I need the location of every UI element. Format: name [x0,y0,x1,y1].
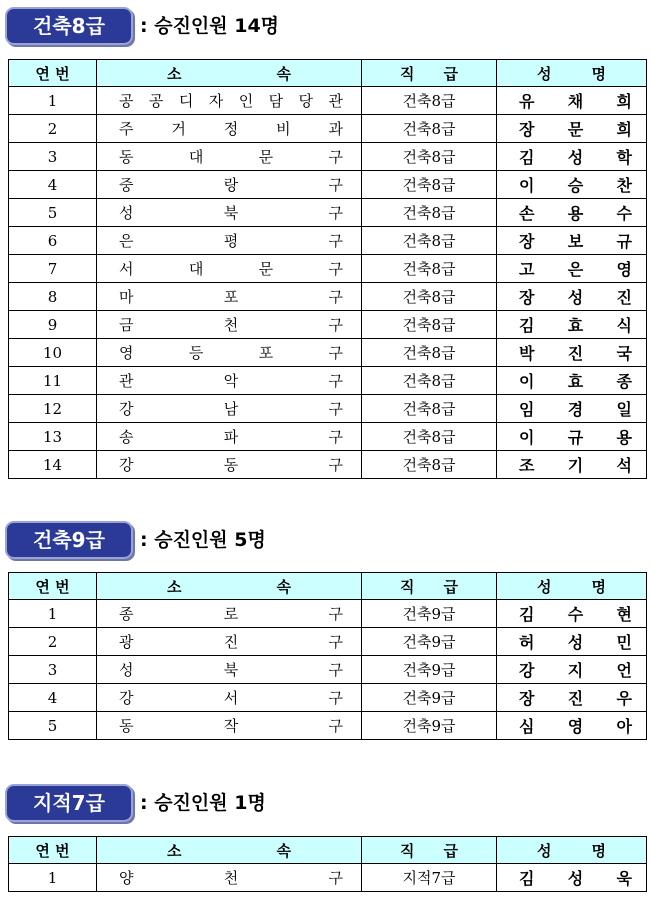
name-char: 효 [567,372,584,391]
table-row [9,712,647,740]
name-char: 일 [616,400,632,419]
rank-cell: 건축8급 [362,199,497,227]
name-char: 김 [519,869,535,888]
header-rank-char: 직 [400,64,415,83]
name-cell [497,115,647,143]
department-char: 구 [328,717,343,735]
row-number: 10 [9,339,97,367]
header-no: 연 번 [9,60,97,87]
name-char: 장 [519,288,535,307]
department-char: 구 [328,148,343,166]
name-cell [497,367,647,395]
department-char: 천 [223,869,239,887]
department-char: 문 [258,148,274,166]
table-row [9,684,647,712]
name-char: 석 [616,456,632,475]
table-row [9,227,647,255]
header-name-char: 명 [591,64,606,83]
name-cell [497,143,647,171]
header-rank-char: 직 [400,577,415,596]
department-char: 공 [119,92,134,110]
header-dept [97,60,362,87]
department-char: 구 [328,176,343,194]
promotion-count-heading: : 승진인원 14명 [140,15,280,37]
row-number: 7 [9,255,97,283]
name-char: 김 [519,148,535,167]
name-cell [497,656,647,684]
name-char: 이 [519,372,535,391]
grade-badge: 지적7급 [5,784,133,822]
department-char: 구 [328,428,343,446]
department-cell [97,115,362,143]
header-rank-char: 급 [443,64,458,83]
table-row [9,600,647,628]
department-char: 구 [328,204,343,222]
department-char: 당 [298,92,314,110]
department-char: 영 [119,344,134,362]
name-char: 임 [519,400,535,419]
row-number: 1 [9,864,97,892]
name-char: 조 [519,456,535,475]
department-char: 포 [258,344,274,362]
table-row [9,423,647,451]
department-cell [97,171,362,199]
name-char: 이 [519,428,535,447]
name-char: 진 [616,288,632,307]
rank-cell: 건축8급 [362,367,497,395]
header-name [497,60,647,87]
header-rank-char: 급 [443,841,458,860]
table-row [9,171,647,199]
name-char: 장 [519,232,535,251]
row-number: 8 [9,283,97,311]
department-char: 로 [223,605,239,623]
name-char: 채 [567,92,584,111]
promotion-table [8,572,647,740]
name-char: 학 [616,148,632,167]
rank-cell: 건축9급 [362,684,497,712]
name-cell [497,227,647,255]
name-cell [497,684,647,712]
header-rank-char: 직 [400,841,415,860]
department-cell [97,227,362,255]
department-char: 거 [171,120,186,138]
department-char: 구 [328,288,343,306]
rank-cell: 건축8급 [362,339,497,367]
department-char: 북 [223,661,239,679]
department-char: 구 [328,400,343,418]
rank-cell: 건축8급 [362,423,497,451]
table-row [9,367,647,395]
department-char: 구 [328,869,343,887]
department-char: 천 [223,316,239,334]
department-char: 대 [188,260,204,278]
table-row [9,87,647,115]
department-char: 악 [223,372,239,390]
rank-cell: 건축8급 [362,87,497,115]
table-header-row [9,573,647,600]
rank-cell: 건축8급 [362,227,497,255]
name-char: 용 [567,204,584,223]
name-char: 희 [616,120,632,139]
name-cell [497,283,647,311]
table-row [9,628,647,656]
department-cell [97,656,362,684]
header-rank [362,60,497,87]
department-cell [97,283,362,311]
table-row [9,395,647,423]
department-char: 강 [119,689,134,707]
department-cell [97,199,362,227]
name-char: 지 [567,661,584,680]
department-char: 구 [328,456,343,474]
department-char: 북 [223,204,239,222]
department-cell [97,712,362,740]
name-char: 현 [616,605,632,624]
name-char: 성 [567,869,584,888]
row-number: 4 [9,684,97,712]
department-char: 서 [119,260,134,278]
department-cell [97,628,362,656]
name-char: 은 [567,260,584,279]
rank-cell: 건축8급 [362,115,497,143]
header-dept [97,837,362,864]
department-char: 과 [328,120,343,138]
name-char: 성 [567,633,584,652]
header-rank [362,573,497,600]
department-char: 성 [119,661,134,679]
header-dept-char: 소 [167,841,182,860]
name-char: 우 [616,689,632,708]
department-char: 구 [328,689,343,707]
department-char: 관 [328,92,343,110]
department-char: 디 [178,92,194,110]
department-char: 구 [328,344,343,362]
name-char: 국 [616,344,632,363]
name-char: 수 [616,204,632,223]
name-char: 허 [519,633,535,652]
rank-cell: 지적7급 [362,864,497,892]
name-char: 김 [519,605,535,624]
department-char: 담 [268,92,284,110]
department-char: 양 [119,869,134,887]
name-char: 손 [519,204,535,223]
row-number: 1 [9,87,97,115]
department-char: 남 [223,400,239,418]
department-char: 종 [119,605,134,623]
department-cell [97,311,362,339]
department-cell [97,395,362,423]
table-row [9,451,647,479]
rank-cell: 건축8급 [362,143,497,171]
department-char: 구 [328,605,343,623]
name-char: 희 [616,92,632,111]
rank-cell: 건축9급 [362,628,497,656]
name-char: 성 [567,288,584,307]
name-char: 규 [616,232,632,251]
rank-cell: 건축9급 [362,656,497,684]
rank-cell: 건축9급 [362,600,497,628]
row-number: 9 [9,311,97,339]
name-cell [497,311,647,339]
promotion-table [8,836,647,892]
row-number: 3 [9,656,97,684]
name-char: 종 [616,372,632,391]
department-char: 강 [119,456,134,474]
table-row [9,656,647,684]
department-char: 마 [119,288,134,306]
department-char: 평 [223,232,239,250]
name-cell [497,339,647,367]
department-char: 송 [119,428,134,446]
name-char: 장 [519,120,535,139]
department-char: 파 [223,428,239,446]
name-char: 영 [616,260,632,279]
name-cell [497,451,647,479]
department-char: 자 [208,92,224,110]
rank-cell: 건축8급 [362,395,497,423]
department-char: 관 [119,372,134,390]
department-char: 공 [148,92,164,110]
table-row [9,864,647,892]
row-number: 5 [9,712,97,740]
name-char: 언 [616,661,632,680]
department-cell [97,367,362,395]
table-row [9,115,647,143]
department-char: 작 [223,717,239,735]
name-char: 보 [567,232,584,251]
header-dept-char: 속 [276,841,291,860]
name-char: 기 [567,456,584,475]
department-char: 등 [188,344,204,362]
department-char: 랑 [223,176,239,194]
header-name-char: 성 [537,577,552,596]
name-cell [497,87,647,115]
name-cell [497,171,647,199]
department-char: 대 [188,148,204,166]
name-char: 장 [519,689,535,708]
header-name-char: 성 [537,841,552,860]
table-row [9,143,647,171]
table-row [9,199,647,227]
rank-cell: 건축8급 [362,171,497,199]
table-header-row [9,60,647,87]
name-cell [497,712,647,740]
rank-cell: 건축8급 [362,283,497,311]
rank-cell: 건축8급 [362,451,497,479]
department-char: 구 [328,372,343,390]
department-cell [97,255,362,283]
name-char: 찬 [616,176,632,195]
department-cell [97,423,362,451]
table-row [9,311,647,339]
row-number: 12 [9,395,97,423]
table-row [9,255,647,283]
row-number: 4 [9,171,97,199]
department-char: 주 [119,120,134,138]
name-char: 용 [616,428,632,447]
name-char: 심 [519,717,535,736]
promotion-count-heading: : 승진인원 5명 [140,529,266,551]
grade-badge: 건축8급 [5,7,133,45]
department-char: 동 [223,456,239,474]
table-row [9,283,647,311]
row-number: 2 [9,115,97,143]
name-cell [497,864,647,892]
department-char: 동 [119,717,134,735]
name-char: 효 [567,316,584,335]
department-char: 중 [119,176,134,194]
name-char: 고 [519,260,535,279]
name-char: 경 [567,400,584,419]
department-char: 구 [328,232,343,250]
name-char: 욱 [616,869,632,888]
header-name-char: 명 [591,841,606,860]
row-number: 3 [9,143,97,171]
department-char: 진 [223,633,239,651]
rank-cell: 건축9급 [362,712,497,740]
department-char: 비 [276,120,291,138]
header-name [497,837,647,864]
row-number: 5 [9,199,97,227]
department-char: 문 [258,260,274,278]
department-char: 정 [223,120,239,138]
department-char: 인 [238,92,254,110]
department-char: 동 [119,148,134,166]
department-char: 광 [119,633,134,651]
name-char: 민 [616,633,632,652]
name-cell [497,395,647,423]
rank-cell: 건축8급 [362,311,497,339]
name-cell [497,628,647,656]
header-rank-char: 급 [443,577,458,596]
department-cell [97,600,362,628]
name-cell [497,255,647,283]
row-number: 14 [9,451,97,479]
name-char: 승 [567,176,584,195]
department-char: 구 [328,260,343,278]
department-cell [97,864,362,892]
department-char: 구 [328,633,343,651]
department-cell [97,684,362,712]
header-dept-char: 속 [276,577,291,596]
promotion-count-heading: : 승진인원 1명 [140,792,266,814]
name-cell [497,600,647,628]
department-char: 구 [328,661,343,679]
name-char: 성 [567,148,584,167]
name-char: 영 [567,717,584,736]
row-number: 13 [9,423,97,451]
department-char: 금 [119,316,134,334]
name-cell [497,423,647,451]
department-cell [97,87,362,115]
row-number: 1 [9,600,97,628]
grade-badge: 건축9급 [5,521,133,559]
name-char: 진 [567,344,584,363]
header-rank [362,837,497,864]
header-no: 연 번 [9,837,97,864]
department-cell [97,143,362,171]
name-char: 진 [567,689,584,708]
name-char: 수 [567,605,584,624]
department-char: 구 [328,316,343,334]
department-char: 강 [119,400,134,418]
department-cell [97,451,362,479]
department-char: 성 [119,204,134,222]
name-char: 김 [519,316,535,335]
header-name-char: 명 [591,577,606,596]
name-cell [497,199,647,227]
header-no: 연 번 [9,573,97,600]
promotion-table [8,59,647,479]
row-number: 11 [9,367,97,395]
name-char: 식 [616,316,632,335]
row-number: 2 [9,628,97,656]
name-char: 규 [567,428,584,447]
table-row [9,339,647,367]
name-char: 문 [567,120,584,139]
name-char: 아 [616,717,632,736]
header-name [497,573,647,600]
header-dept [97,573,362,600]
name-char: 이 [519,176,535,195]
header-dept-char: 소 [167,64,182,83]
name-char: 박 [519,344,535,363]
department-char: 은 [119,232,134,250]
header-dept-char: 속 [276,64,291,83]
header-dept-char: 소 [167,577,182,596]
header-name-char: 성 [537,64,552,83]
rank-cell: 건축8급 [362,255,497,283]
name-char: 유 [519,92,535,111]
department-char: 서 [223,689,239,707]
department-char: 포 [223,288,239,306]
name-char: 강 [519,661,535,680]
row-number: 6 [9,227,97,255]
table-header-row [9,837,647,864]
department-cell [97,339,362,367]
